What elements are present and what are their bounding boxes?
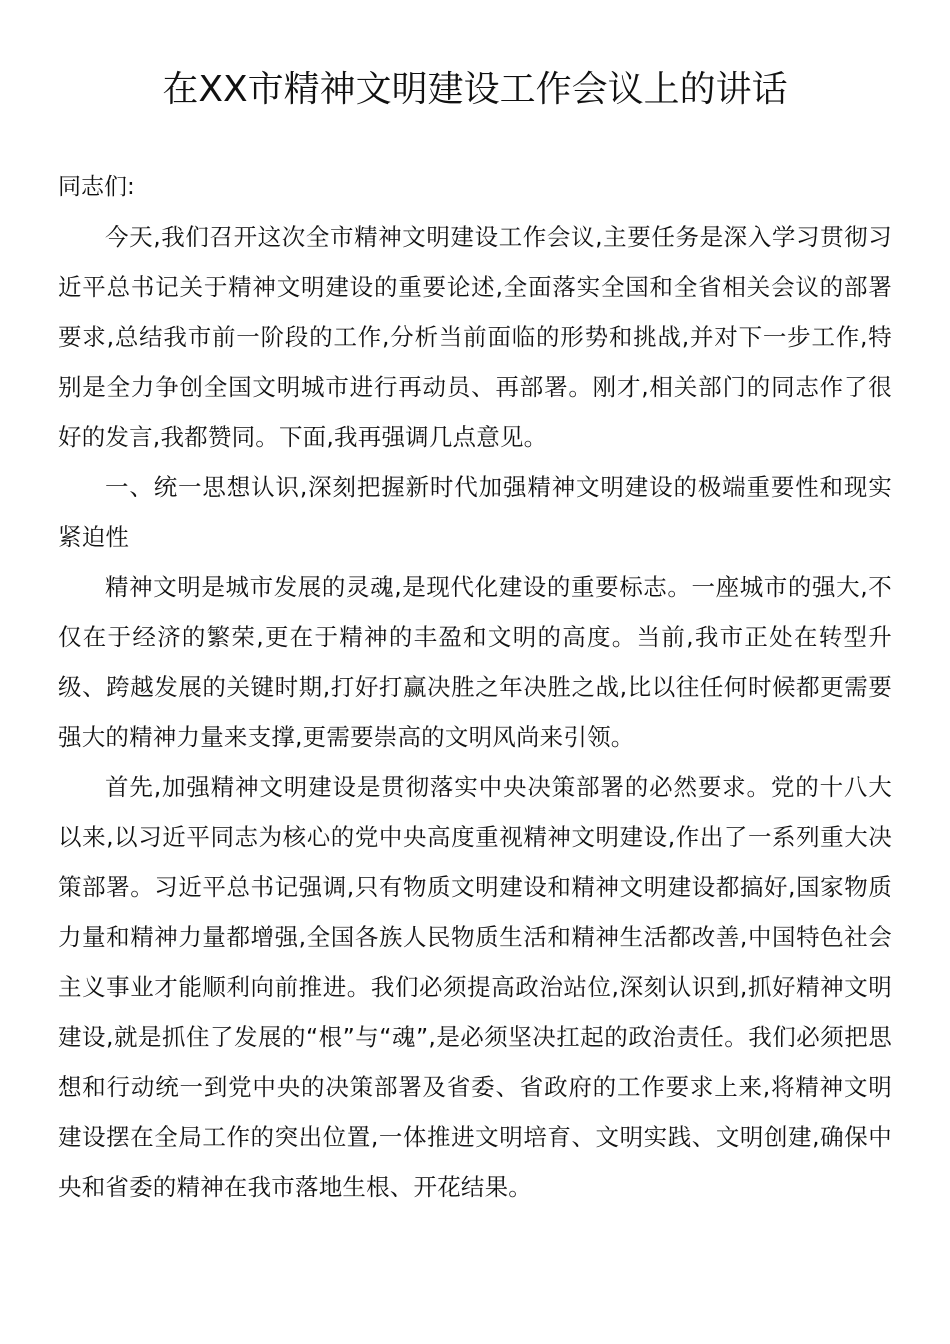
paragraph-opening: 今天,我们召开这次全市精神文明建设工作会议,主要任务是深入学习贯彻习近平总书记关于精神文明建设的重要论述,全面落实全国和全省相关会议的部署要求,总结我市前一阶段的工作,分析当前面临的形势和挑战,并对下一步工作,特别是全力争创全国文明城市进行再动员、再部署。刚才,相关部门的同志作了很好的发言,我都赞同。下面,我再强调几点意见。 xyxy=(58,223,892,451)
section-heading-1: 一、统一思想认识,深刻把握新时代加强精神文明建设的极端重要性和现实紧迫性 xyxy=(58,473,892,551)
document-title: 在XX市精神文明建设工作会议上的讲话 xyxy=(162,69,788,110)
paragraph-spirit-civilization: 精神文明是城市发展的灵魂,是现代化建设的重要标志。一座城市的强大,不仅在于经济的繁荣,更在于精神的丰盈和文明的高度。当前,我市正处在转型升级、跨越发展的关键时期,打好打赢决胜之年决胜之战,比以往任何时候都更需要强大的精神力量来支撑,更需要崇高的文明风尚来引领。 xyxy=(58,573,892,751)
paragraph-first-point: 首先,加强精神文明建设是贯彻落实中央决策部署的必然要求。党的十八大以来,以习近平同志为核心的党中央高度重视精神文明建设,作出了一系列重大决策部署。习近平总书记强调,只有物质文明建设和精神文明建设都搞好,国家物质力量和精神力量都增强,全国各族人民物质生活和精神生活都改善,中国特色社会主义事业才能顺利向前推进。我们必须提高政治站位,深刻认识到,抓好精神文明建设,就是抓住了发展的“根”与“魂”,是必须坚决扛起的政治责任。我们必须把思想和行动统一到党中央的决策部署及省委、省政府的工作要求上来,将精神文明建设摆在全局工作的突出位置,一体推进文明培育、文明实践、文明创建,确保中央和省委的精神在我市落地生根、开花结果。 xyxy=(58,773,892,1201)
salutation: 同志们: xyxy=(58,174,135,200)
